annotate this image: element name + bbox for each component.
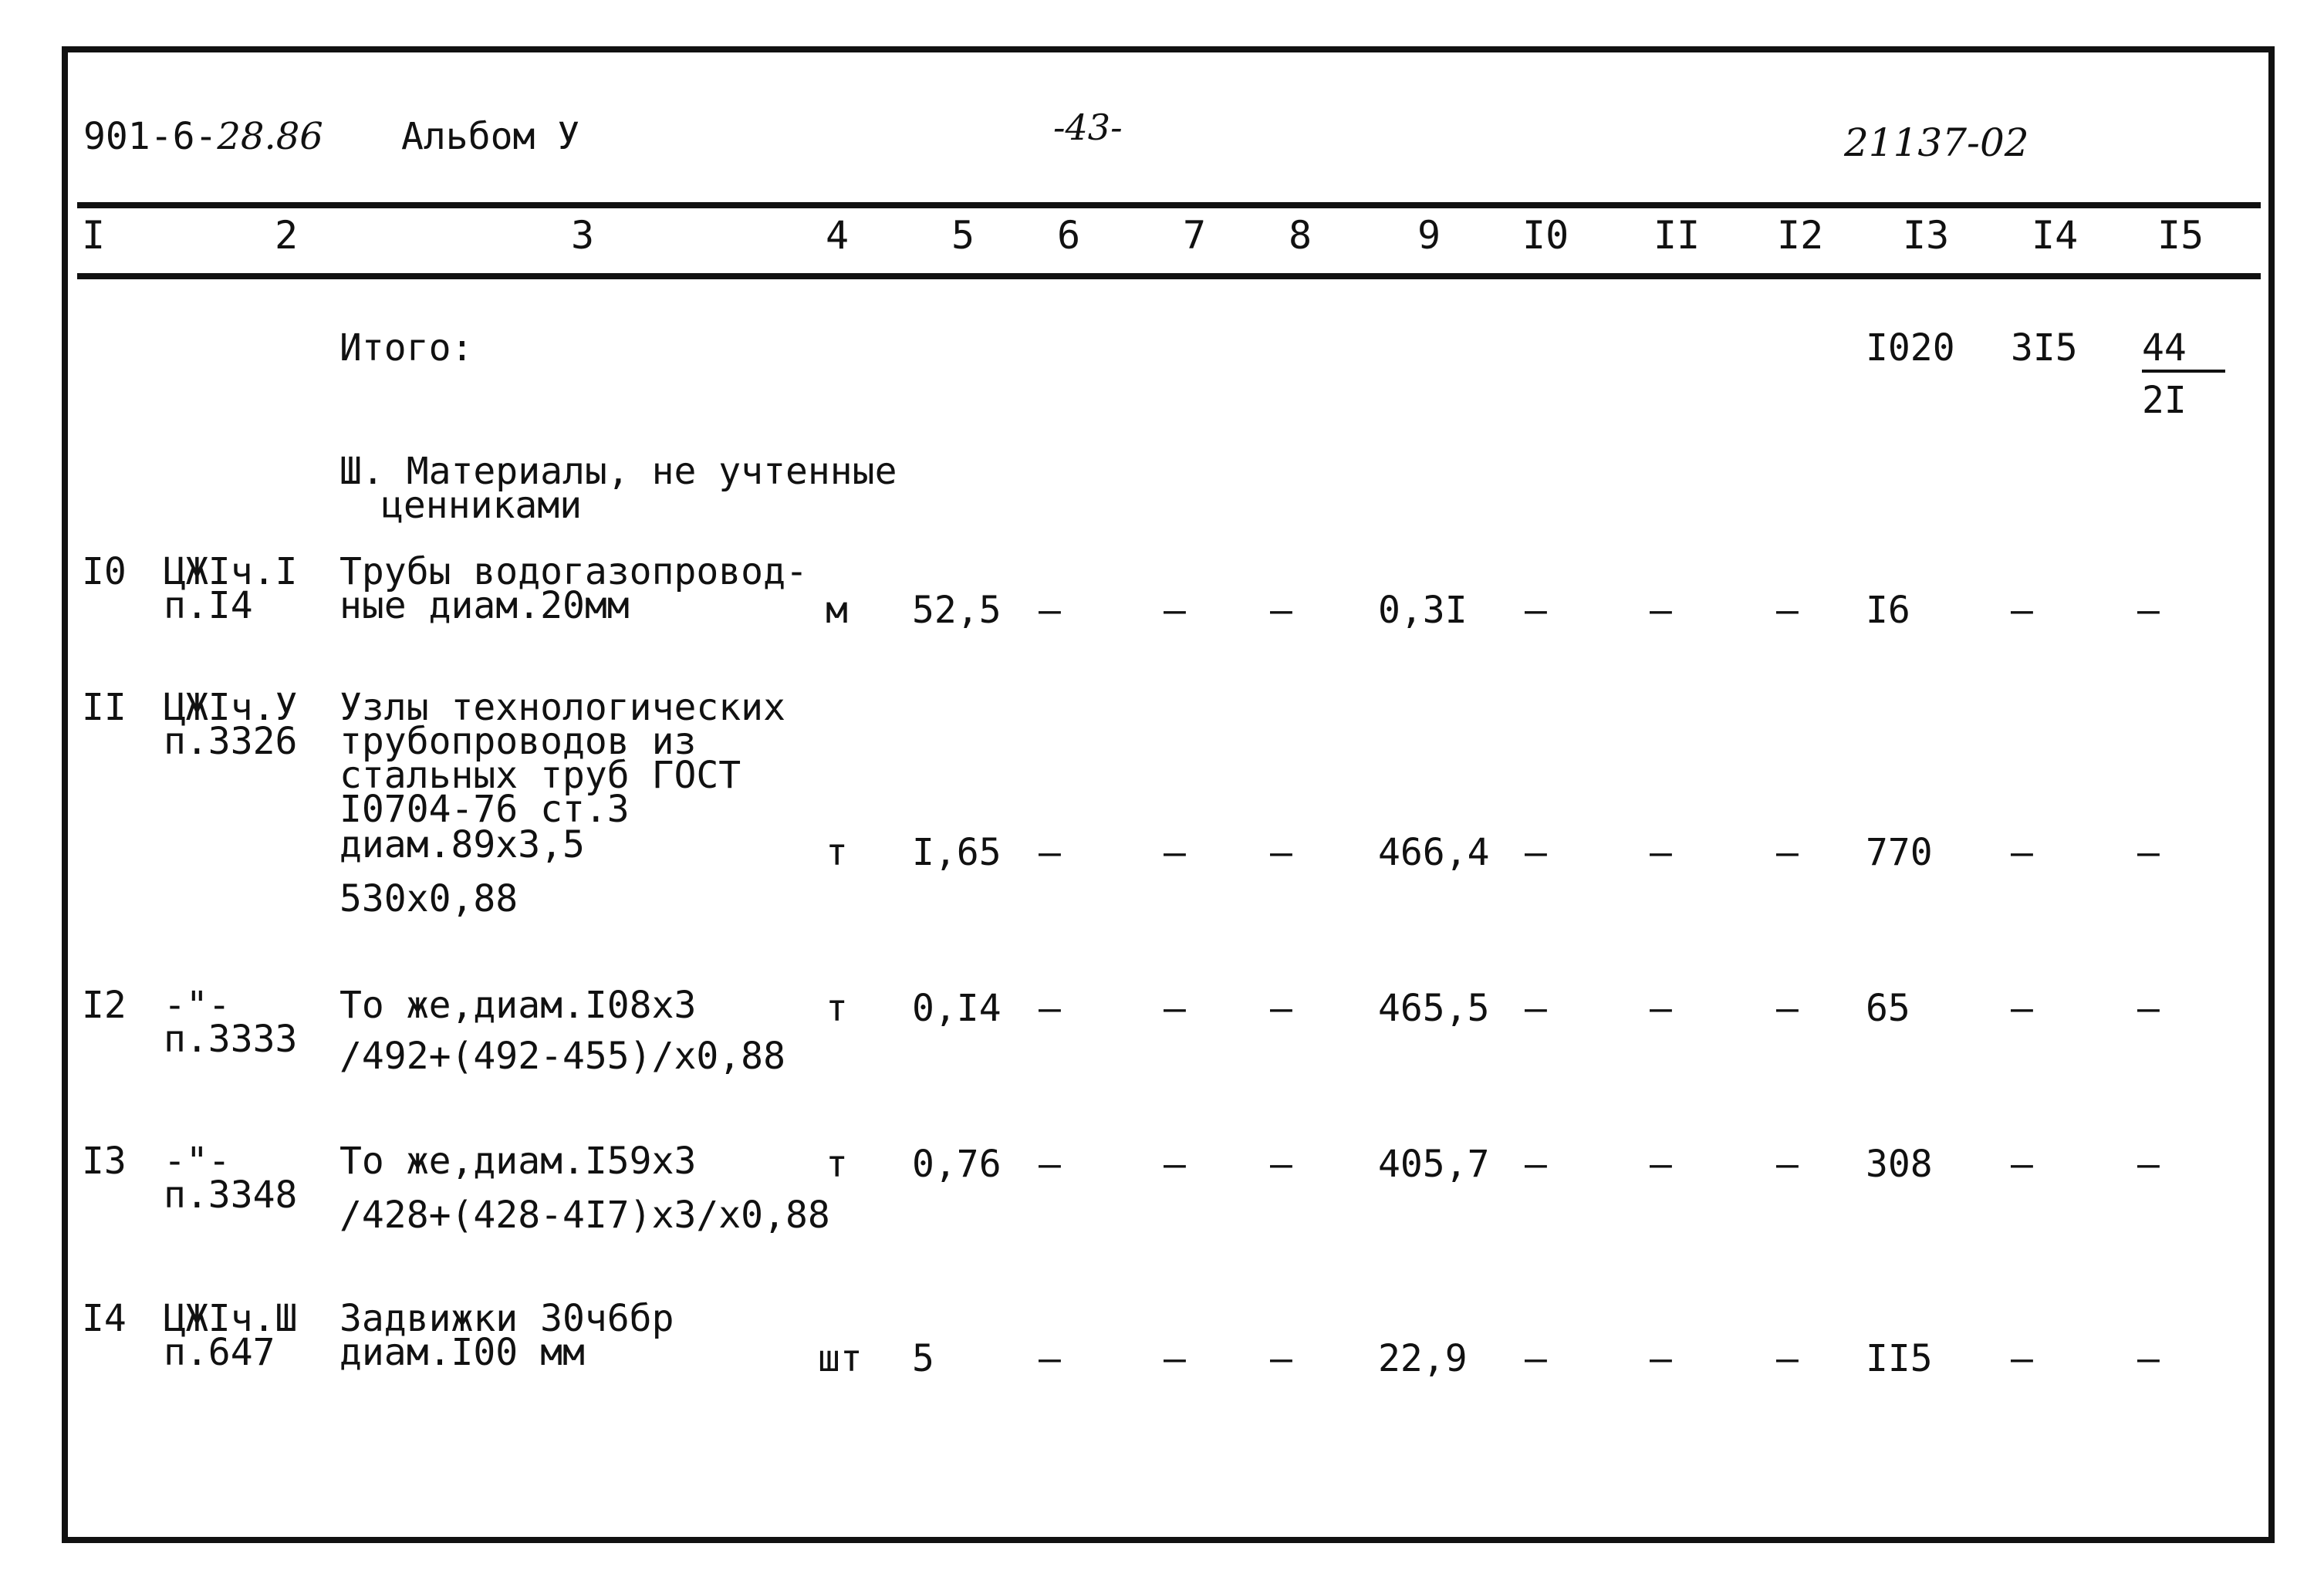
total-col13: I020 bbox=[1866, 326, 1955, 370]
row-col11: – bbox=[1650, 1337, 1672, 1380]
row-col10: – bbox=[1525, 589, 1547, 632]
row-col6: – bbox=[1039, 831, 1061, 874]
row-col14: – bbox=[2011, 1337, 2033, 1380]
doc-code-handwritten: 28.86 bbox=[217, 115, 323, 158]
row-col14: – bbox=[2011, 589, 2033, 632]
total-label: Итого: bbox=[339, 326, 474, 370]
row-quantity: 0,I4 bbox=[912, 987, 1002, 1030]
reference-number: 21137-02 bbox=[1844, 120, 2029, 165]
row-col11: – bbox=[1650, 1143, 1672, 1186]
row-unit: т bbox=[826, 831, 848, 874]
row-quantity: I,65 bbox=[912, 831, 1002, 874]
row-col10: – bbox=[1525, 1143, 1547, 1186]
row-col14: – bbox=[2011, 1143, 2033, 1186]
row-col15: – bbox=[2137, 1337, 2160, 1380]
row-col7: – bbox=[1164, 987, 1186, 1030]
row-description: диам.I00 мм bbox=[339, 1331, 585, 1374]
row-reference-item: п.3333 bbox=[164, 1018, 298, 1061]
row-unit: м bbox=[826, 589, 848, 632]
row-reference-item: п.3348 bbox=[164, 1174, 298, 1217]
row-reference-item: п.3326 bbox=[164, 720, 298, 763]
section-title: Ш. Материалы, не учтенные bbox=[339, 450, 897, 493]
row-price: 22,9 bbox=[1378, 1337, 1468, 1380]
row-col13: I6 bbox=[1866, 589, 1910, 632]
page-number: -43- bbox=[1053, 106, 1123, 148]
row-number: I4 bbox=[82, 1297, 127, 1340]
col-header-6: 6 bbox=[1057, 213, 1081, 258]
doc-code-printed: 901-6- bbox=[83, 115, 218, 158]
col-header-2: 2 bbox=[275, 213, 299, 258]
row-col8: – bbox=[1270, 589, 1292, 632]
header-rule-bottom bbox=[77, 273, 2261, 279]
row-col11: – bbox=[1650, 987, 1672, 1030]
row-col11: – bbox=[1650, 589, 1672, 632]
row-price: 405,7 bbox=[1378, 1143, 1490, 1186]
row-unit: т bbox=[826, 987, 848, 1030]
col-header-1: I bbox=[82, 213, 106, 258]
row-reference: ЦЖIч.Ш bbox=[164, 1297, 298, 1340]
row-col14: – bbox=[2011, 987, 2033, 1030]
col-header-3: 3 bbox=[571, 213, 595, 258]
row-col15: – bbox=[2137, 831, 2160, 874]
row-number: I3 bbox=[82, 1140, 127, 1183]
row-price: 465,5 bbox=[1378, 987, 1490, 1030]
row-col7: – bbox=[1164, 589, 1186, 632]
row-coefficient: /428+(428-4I7)х3/х0,88 bbox=[339, 1194, 830, 1237]
row-col8: – bbox=[1270, 1143, 1292, 1186]
row-col12: – bbox=[1776, 1337, 1799, 1380]
row-description: трубопроводов из bbox=[339, 720, 697, 763]
col-header-7: 7 bbox=[1183, 213, 1207, 258]
col-header-5: 5 bbox=[951, 213, 975, 258]
doc-code bbox=[83, 117, 323, 156]
row-description: То же,диам.I59х3 bbox=[339, 1140, 697, 1183]
row-unit: т bbox=[826, 1143, 848, 1186]
row-description: I0704-76 ст.3 bbox=[339, 788, 630, 831]
row-col10: – bbox=[1525, 987, 1547, 1030]
row-price: 466,4 bbox=[1378, 831, 1490, 874]
col-header-8: 8 bbox=[1289, 213, 1312, 258]
row-reference-item: п.I4 bbox=[164, 584, 253, 627]
row-reference: -"- bbox=[164, 984, 231, 1027]
row-col6: – bbox=[1039, 1143, 1061, 1186]
row-col15: – bbox=[2137, 987, 2160, 1030]
row-number: I0 bbox=[82, 550, 127, 593]
row-unit: шт bbox=[818, 1337, 863, 1380]
col-header-4: 4 bbox=[826, 213, 850, 258]
row-col12: – bbox=[1776, 1143, 1799, 1186]
row-description: стальных труб ГОСТ bbox=[339, 754, 741, 797]
row-col12: – bbox=[1776, 831, 1799, 874]
row-description: диам.89х3,5 bbox=[339, 823, 585, 866]
row-number: II bbox=[82, 686, 127, 729]
row-price: 0,3I bbox=[1378, 589, 1468, 632]
row-description: Трубы водогазопровод- bbox=[339, 550, 808, 593]
row-quantity: 52,5 bbox=[912, 589, 1002, 632]
row-col6: – bbox=[1039, 589, 1061, 632]
row-description: ные диам.20мм bbox=[339, 584, 630, 627]
col-header-12: I2 bbox=[1777, 213, 1824, 258]
row-col13: 65 bbox=[1866, 987, 1910, 1030]
row-description: Узлы технологических bbox=[339, 686, 785, 729]
col-header-11: II bbox=[1653, 213, 1701, 258]
row-col8: – bbox=[1270, 831, 1292, 874]
row-col6: – bbox=[1039, 987, 1061, 1030]
header-rule-top bbox=[77, 202, 2261, 208]
row-col15: – bbox=[2137, 589, 2160, 632]
row-reference: ЦЖIч.У bbox=[164, 686, 298, 729]
row-col8: – bbox=[1270, 987, 1292, 1030]
row-quantity: 0,76 bbox=[912, 1143, 1002, 1186]
row-quantity: 5 bbox=[912, 1337, 934, 1380]
row-reference-item: п.647 bbox=[164, 1331, 275, 1374]
col-header-9: 9 bbox=[1417, 213, 1441, 258]
row-col10: – bbox=[1525, 831, 1547, 874]
row-col10: – bbox=[1525, 1337, 1547, 1380]
row-col8: – bbox=[1270, 1337, 1292, 1380]
row-col12: – bbox=[1776, 589, 1799, 632]
row-col11: – bbox=[1650, 831, 1672, 874]
row-col12: – bbox=[1776, 987, 1799, 1030]
section-title-cont: ценниками bbox=[381, 484, 583, 527]
row-col7: – bbox=[1164, 1337, 1186, 1380]
col-header-15: I5 bbox=[2157, 213, 2204, 258]
row-col14: – bbox=[2011, 831, 2033, 874]
row-number: I2 bbox=[82, 984, 127, 1027]
row-description: То же,диам.I08х3 bbox=[339, 984, 697, 1027]
col-header-13: I3 bbox=[1903, 213, 1950, 258]
row-col13: 770 bbox=[1866, 831, 1933, 874]
row-col13: II5 bbox=[1866, 1337, 1933, 1380]
row-coefficient: /492+(492-455)/х0,88 bbox=[339, 1035, 785, 1078]
total-col15-bottom: 2I bbox=[2142, 379, 2187, 422]
col-header-10: I0 bbox=[1522, 213, 1569, 258]
row-reference: ЦЖIч.I bbox=[164, 550, 298, 593]
row-reference: -"- bbox=[164, 1140, 231, 1183]
row-col7: – bbox=[1164, 1143, 1186, 1186]
total-col14: 3I5 bbox=[2011, 326, 2078, 370]
album-label: Альбом У bbox=[401, 115, 580, 158]
col-header-14: I4 bbox=[2032, 213, 2079, 258]
row-col6: – bbox=[1039, 1337, 1061, 1380]
total-col15-top: 44 bbox=[2142, 329, 2225, 367]
row-col15: – bbox=[2137, 1143, 2160, 1186]
row-col7: – bbox=[1164, 831, 1186, 874]
row-description: Задвижки 30ч6бр bbox=[339, 1297, 674, 1340]
row-coefficient: 530х0,88 bbox=[339, 877, 519, 920]
row-col13: 308 bbox=[1866, 1143, 1933, 1186]
